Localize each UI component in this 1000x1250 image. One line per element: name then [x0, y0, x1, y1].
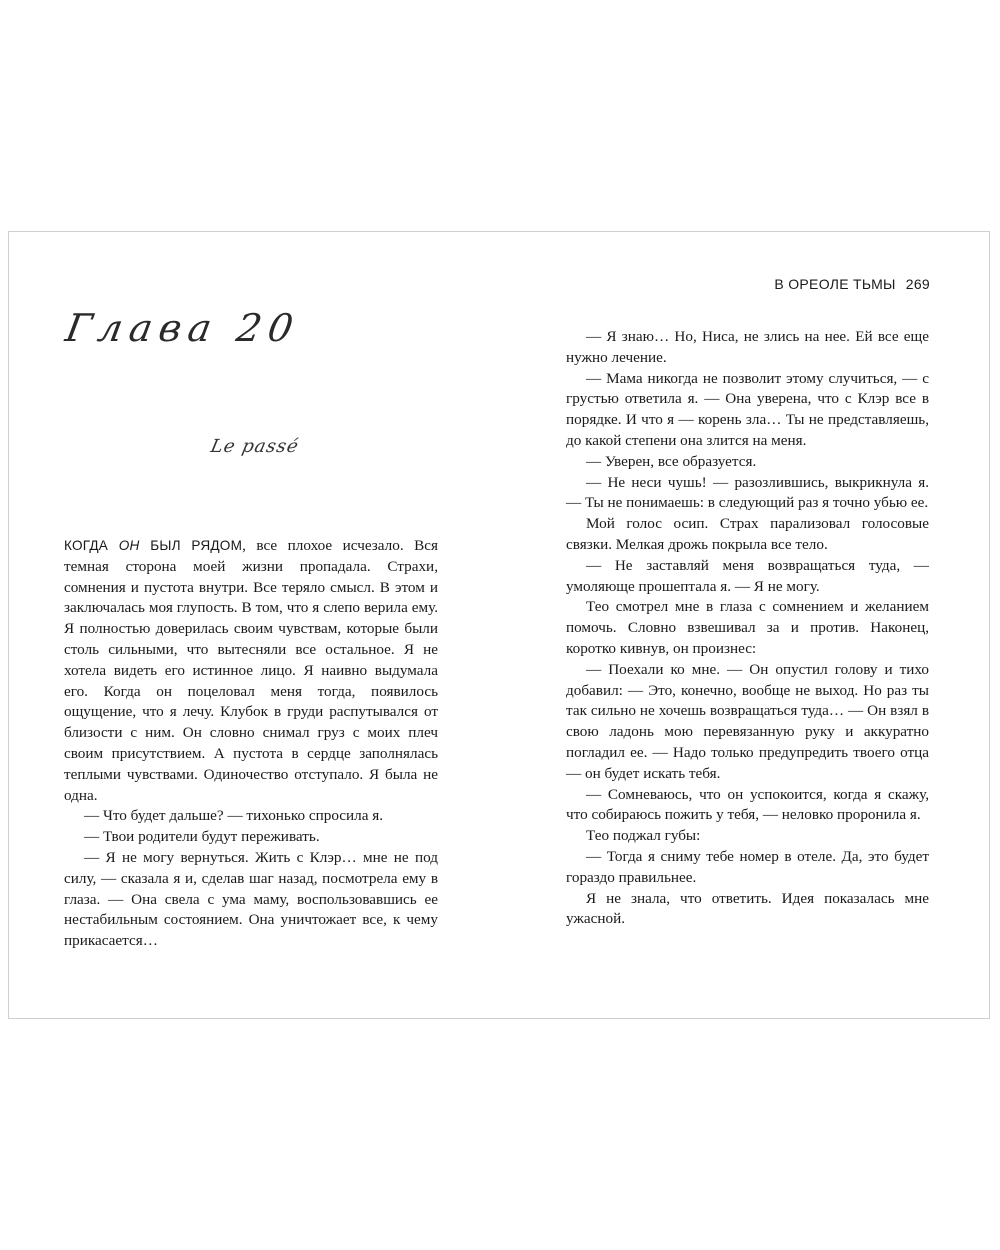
paragraph: — Твои родители будут переживать.	[84, 828, 320, 846]
running-head	[560, 276, 930, 296]
paragraph: — Тогда я сниму тебе номер в отеле. Да, это будет гораздо правильнее.	[566, 847, 929, 886]
paragraph: Я не знала, что ответить. Идея показалась мне ужасной.	[566, 889, 929, 928]
paragraph: — Я не могу вернуться. Жить с Клэр… мне не под силу, — сказала я и, сделав шаг назад, посмотрела ему в глаза. — Она свела с ума маму, воспользовавшись ее нестабильным состоянием. Она уничтожает все, к чему прикасается…	[64, 848, 438, 950]
book-title: В ОРЕОЛЕ ТЬМЫ	[774, 276, 896, 292]
left-page-text	[64, 536, 438, 952]
chapter-title: Глава 20	[62, 306, 304, 350]
paragraph: — Не неси чушь! — разозлившись, выкрикнула я. — Ты не понимаешь: в следующий раз я точно убью ее.	[566, 473, 929, 512]
paragraph: Тео поджал губы:	[586, 827, 701, 845]
paragraph: — Поехали ко мне. — Он опустил голову и тихо добавил: — Это, конечно, вообще не выход. Но раз ты так сильно не хочешь возвращаться туда… — Он взял в свою ладонь мою перевязанную руку и аккуратно погладил ее. — Надо только предупредить твоего отца — он будет искать тебя.	[566, 660, 929, 782]
page-number: 269	[905, 276, 930, 292]
paragraph: — Не заставляй меня возвращаться туда, — умоляюще прошептала я. — Я не могу.	[566, 556, 929, 595]
paragraph: КОГДА ОН БЫЛ РЯДОМ, все плохое исчезало. Вся темная сторона моей жизни пропадала. Страхи, сомнения и пустота внутри. Все теряло смысл. В этом и заключалась моя глупость. В том, что я слепо верила ему. Я полностью доверилась своим чувствам, которые были столь сильными, что вытесняли все остальное. Я не хотела видеть его истинное лицо. Я наивно выдумала его. Когда он поцеловал меня тогда, появилось ощущение, что я лечу. Клубок в груди распутывался от близости с ним. Он словно снимал груз с моих плеч своим присутствием. А пустота в сердце заполнялась теплыми чувствами. Одиночество отступало. Я была не одна.	[64, 537, 438, 804]
paragraph: — Мама никогда не позволит этому случиться, — с грустью ответила я. — Она уверена, что с Клэр все в порядке. И что я — корень зла… Ты не представляешь, до какой степени она злится на меня.	[566, 369, 929, 449]
right-page-text	[566, 327, 929, 930]
paragraph: — Я знаю… Но, Ниса, не злись на нее. Ей все еще нужно лечение.	[566, 328, 929, 366]
paragraph: Тео смотрел мне в глаза с сомнением и желанием помочь. Словно взвешивал за и против. Наконец, коротко кивнув, он произнес:	[566, 598, 929, 657]
chapter-subtitle: Le passé	[208, 436, 301, 457]
paragraph: — Сомневаюсь, что он успокоится, когда я скажу, что собираюсь пожить у тебя, — неловко проронила я.	[566, 785, 929, 824]
paragraph: Мой голос осип. Страх парализовал голосовые связки. Мелкая дрожь покрыла все тело.	[566, 515, 929, 553]
paragraph: — Что будет дальше? — тихонько спросила я.	[84, 807, 384, 825]
paragraph: — Уверен, все образуется.	[586, 452, 757, 470]
lead-in-caps: КОГДА ОН БЫЛ РЯДОМ	[64, 538, 243, 553]
